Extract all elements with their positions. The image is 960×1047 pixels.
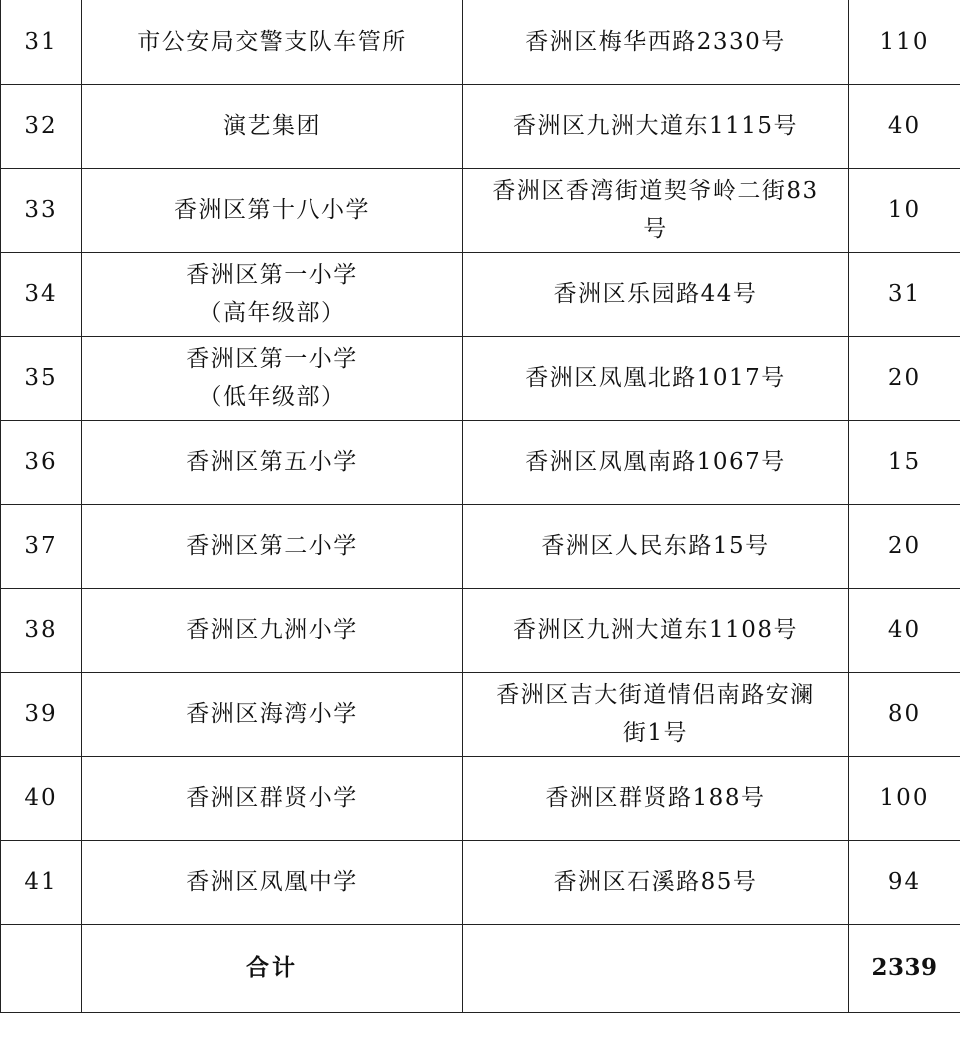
table-row bbox=[1, 336, 960, 420]
unit-name-cell bbox=[82, 168, 463, 252]
unit-name-line: 香洲区第五小学 bbox=[186, 449, 358, 475]
unit-name-cell bbox=[82, 420, 463, 504]
unit-name-line: 香洲区海湾小学 bbox=[186, 701, 358, 727]
row-index: 41 bbox=[1, 840, 82, 924]
unit-name-line: 香洲区第一小学 bbox=[186, 346, 358, 372]
address-line: 香洲区吉大街道情侣南路安澜 bbox=[496, 682, 815, 708]
address-cell bbox=[463, 672, 849, 756]
quantity-cell: 110 bbox=[849, 0, 960, 84]
table-row bbox=[1, 420, 960, 504]
quantity-cell: 20 bbox=[849, 504, 960, 588]
row-index: 36 bbox=[1, 420, 82, 504]
address-line: 香洲区香湾街道契爷岭二街83 bbox=[492, 178, 819, 204]
address-line: 香洲区群贤路188号 bbox=[545, 785, 766, 811]
address-cell bbox=[463, 252, 849, 336]
unit-name-line: 演艺集团 bbox=[223, 113, 321, 139]
unit-name-cell bbox=[82, 504, 463, 588]
address-cell bbox=[463, 0, 849, 84]
unit-name-line: 香洲区第十八小学 bbox=[174, 197, 370, 223]
unit-name-line: 香洲区第一小学 bbox=[186, 262, 358, 288]
address-line: 香洲区九洲大道东1108号 bbox=[512, 617, 799, 643]
address-cell bbox=[463, 504, 849, 588]
address-line: 香洲区九洲大道东1115号 bbox=[512, 113, 799, 139]
unit-name-cell bbox=[82, 672, 463, 756]
unit-name-cell bbox=[82, 0, 463, 84]
address-line: 香洲区凤凰南路1067号 bbox=[525, 449, 786, 475]
row-index: 32 bbox=[1, 84, 82, 168]
row-index: 40 bbox=[1, 756, 82, 840]
quantity-cell: 94 bbox=[849, 840, 960, 924]
table-row bbox=[1, 252, 960, 336]
unit-name-line: 市公安局交警支队车管所 bbox=[137, 28, 407, 55]
row-index: 33 bbox=[1, 168, 82, 252]
address-line: 街1号 bbox=[622, 720, 689, 746]
quantity-cell: 15 bbox=[849, 420, 960, 504]
unit-name-cell bbox=[82, 756, 463, 840]
address-line: 号 bbox=[643, 216, 668, 242]
address-cell bbox=[463, 840, 849, 924]
address-line: 香洲区凤凰北路1017号 bbox=[525, 365, 786, 391]
address-line: 香洲区梅华西路2330号 bbox=[525, 28, 786, 55]
unit-name-cell bbox=[82, 252, 463, 336]
table-row bbox=[1, 672, 960, 756]
row-index: 35 bbox=[1, 336, 82, 420]
unit-name-line: 香洲区九洲小学 bbox=[186, 617, 358, 643]
quantity-cell: 100 bbox=[849, 756, 960, 840]
table-row bbox=[1, 84, 960, 168]
unit-name-cell bbox=[82, 336, 463, 420]
unit-name-cell bbox=[82, 588, 463, 672]
row-index: 37 bbox=[1, 504, 82, 588]
unit-name-line: （高年级部） bbox=[198, 300, 346, 326]
unit-name-line: （低年级部） bbox=[198, 384, 346, 410]
row-index: 38 bbox=[1, 588, 82, 672]
address-cell bbox=[463, 420, 849, 504]
unit-name-cell bbox=[82, 84, 463, 168]
quantity-cell: 80 bbox=[849, 672, 960, 756]
quantity-cell: 40 bbox=[849, 588, 960, 672]
table-row bbox=[1, 0, 960, 84]
table-row bbox=[1, 168, 960, 252]
table-row bbox=[1, 756, 960, 840]
address-cell bbox=[463, 168, 849, 252]
address-cell bbox=[463, 84, 849, 168]
unit-name-line: 香洲区凤凰中学 bbox=[186, 869, 358, 895]
address-cell bbox=[463, 756, 849, 840]
address-line: 香洲区人民东路15号 bbox=[541, 533, 770, 559]
address-line: 香洲区乐园路44号 bbox=[553, 281, 758, 307]
unit-name-line: 香洲区群贤小学 bbox=[186, 785, 358, 811]
total-label: 合计 bbox=[82, 924, 463, 1012]
table-row bbox=[1, 588, 960, 672]
table-row bbox=[1, 840, 960, 924]
row-index: 39 bbox=[1, 672, 82, 756]
total-index-cell bbox=[1, 924, 82, 1012]
quantity-cell: 31 bbox=[849, 252, 960, 336]
total-address-cell bbox=[463, 924, 849, 1012]
unit-name-line: 香洲区第二小学 bbox=[186, 533, 358, 559]
total-row bbox=[1, 924, 960, 1012]
address-line: 香洲区石溪路85号 bbox=[553, 869, 758, 895]
address-cell bbox=[463, 588, 849, 672]
row-index: 34 bbox=[1, 252, 82, 336]
table-body bbox=[1, 0, 960, 924]
quantity-cell: 20 bbox=[849, 336, 960, 420]
unit-name-cell bbox=[82, 840, 463, 924]
row-index: 31 bbox=[1, 0, 82, 84]
quantity-cell: 10 bbox=[849, 168, 960, 252]
address-cell bbox=[463, 336, 849, 420]
total-value: 2339 bbox=[849, 924, 960, 1012]
quantity-cell: 40 bbox=[849, 84, 960, 168]
table-row bbox=[1, 504, 960, 588]
